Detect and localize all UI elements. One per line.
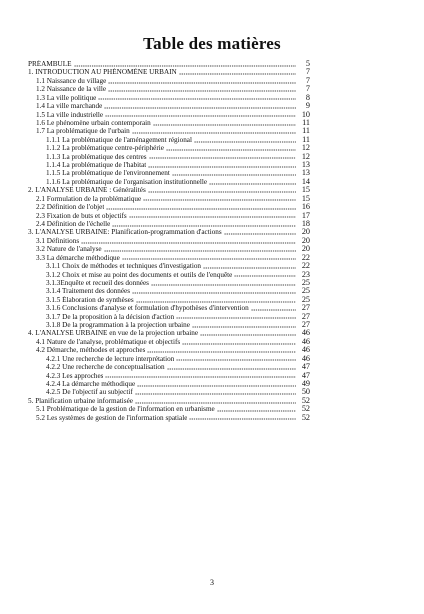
toc-entry-page: 16 bbox=[301, 202, 310, 212]
toc-entry-page: 22 bbox=[301, 252, 310, 262]
toc-entry-page: 27 bbox=[301, 311, 310, 321]
toc-entry bbox=[28, 304, 310, 312]
toc-entry-page: 20 bbox=[301, 244, 310, 254]
dot-leader bbox=[217, 410, 296, 412]
toc-entry-page: 47 bbox=[301, 370, 310, 380]
dot-leader bbox=[74, 65, 296, 67]
toc-entry-page: 20 bbox=[301, 227, 310, 237]
toc-entry bbox=[28, 228, 310, 236]
toc-entry-label: 4.2 Démarche, méthodes et approches bbox=[36, 346, 146, 355]
toc-entry-label: 3.1 Définitions bbox=[36, 236, 80, 245]
toc-entry bbox=[28, 346, 310, 354]
toc-entry bbox=[28, 271, 310, 279]
dot-leader bbox=[224, 233, 296, 235]
toc-entry-label: 3.1.2 Choix et mise au point des documents et outils de l'enquête bbox=[46, 270, 233, 279]
dot-leader bbox=[98, 98, 296, 100]
dot-leader bbox=[149, 157, 296, 159]
toc-entry-page: 46 bbox=[301, 345, 310, 355]
toc-entry bbox=[28, 330, 310, 338]
toc-entry-page: 47 bbox=[301, 362, 310, 372]
toc-entry bbox=[28, 388, 310, 396]
dot-leader bbox=[81, 242, 296, 244]
toc-entry-label: 1.1 Naissance du village bbox=[36, 76, 107, 85]
toc-entry bbox=[28, 355, 310, 363]
toc-entry-page: 12 bbox=[301, 143, 310, 153]
dot-leader bbox=[135, 393, 296, 395]
toc-entry bbox=[28, 161, 310, 169]
dot-leader bbox=[167, 368, 296, 370]
dot-leader bbox=[153, 124, 296, 126]
dot-leader bbox=[172, 174, 296, 176]
toc-entry-page: 27 bbox=[301, 303, 310, 313]
toc-entry-label: 2.2 Définition de l'objet bbox=[36, 203, 105, 212]
toc-entry-page: 46 bbox=[301, 328, 310, 338]
toc-entry-label: 1.6 Le phénomène urbain contemporain bbox=[36, 118, 151, 127]
toc-entry bbox=[28, 203, 310, 211]
toc-entry-label: 2.4 Définition de l'échelle bbox=[36, 220, 111, 228]
dot-leader bbox=[166, 149, 296, 151]
page-title: Table des matières bbox=[143, 34, 281, 53]
dot-leader bbox=[251, 309, 296, 311]
toc-entry-page: 12 bbox=[301, 151, 310, 161]
toc-entry bbox=[28, 153, 310, 161]
toc-entry-label: 1.1.4 La problématique de l'habitat bbox=[46, 161, 147, 170]
toc-entry-label: 4.1 Nature de l'analyse, problématique et objectifs bbox=[36, 337, 181, 346]
toc-entry-label: 2.3 Fixation de buts et objectifs bbox=[36, 211, 127, 220]
toc-entry-label: 3.1.7 De la proposition à la décision d'action bbox=[46, 312, 175, 321]
dot-leader bbox=[192, 326, 296, 328]
toc-entry bbox=[28, 414, 310, 422]
dot-leader bbox=[147, 351, 296, 353]
toc-entry-page: 20 bbox=[301, 235, 310, 245]
toc-entry-label: 1.1.1 La problématique de l'aménagement régional bbox=[46, 135, 192, 144]
toc-entry-page: 52 bbox=[301, 395, 310, 405]
toc-entry-label: 3.1.5 Élaboration de synthèses bbox=[46, 295, 134, 304]
toc-entry bbox=[28, 279, 310, 287]
dot-leader bbox=[104, 250, 296, 252]
toc-entry-label: 3.2 Nature de l'analyse bbox=[36, 245, 102, 254]
toc-entry bbox=[28, 136, 310, 144]
toc-entry-label: PRÉAMBULE bbox=[28, 59, 72, 68]
toc-entry-label: 1. INTRODUCTION AU PHÉNOMÈNE URBAIN bbox=[28, 68, 177, 77]
dot-leader bbox=[203, 267, 296, 269]
toc-entry bbox=[28, 68, 310, 76]
dot-leader bbox=[137, 385, 296, 387]
toc-entry-label: 1.5 La ville industrielle bbox=[36, 110, 104, 119]
toc-entry-page: 9 bbox=[305, 101, 310, 111]
page-number: 3 bbox=[210, 578, 214, 587]
toc-entry bbox=[28, 212, 310, 220]
dot-leader bbox=[179, 73, 296, 75]
toc-entry-page: 22 bbox=[301, 261, 310, 271]
toc-entry-page: 10 bbox=[301, 109, 310, 119]
toc-entry-page: 52 bbox=[301, 404, 310, 414]
toc-entry bbox=[28, 144, 310, 152]
toc-entry-label: 3.1.4 Traitement des données bbox=[46, 287, 131, 296]
toc-entry-label: 5.2 Les systèmes de gestion de l'information spatiale bbox=[36, 413, 188, 422]
dot-leader bbox=[135, 402, 296, 404]
toc-entry bbox=[28, 296, 310, 304]
toc-entry-label: 1.3 La ville politique bbox=[36, 93, 97, 102]
dot-leader bbox=[176, 359, 296, 361]
toc-entry-label: 4. L'ANALYSE URBAINE en vue de la projection urbaine bbox=[28, 329, 199, 338]
toc-entry-label: 1.1.6 La problématique de l'organisation institutionnelle bbox=[46, 177, 208, 186]
toc-entry-label: 3.1.3Enquête et recueil des données bbox=[46, 278, 149, 287]
toc-entry-page: 46 bbox=[301, 336, 310, 346]
dot-leader bbox=[108, 90, 296, 92]
toc-entry-page: 50 bbox=[301, 387, 310, 397]
toc-entry-label: 5.1 Problématique de la gestion de l'information en urbanisme bbox=[36, 405, 215, 414]
dot-leader bbox=[148, 166, 296, 168]
dot-leader bbox=[176, 317, 296, 319]
toc-entry-label: 2. L'ANALYSE URBAINE : Généralités bbox=[28, 186, 146, 195]
toc-entry bbox=[28, 397, 310, 405]
dot-leader bbox=[104, 107, 296, 109]
toc-entry-page: 13 bbox=[301, 168, 310, 178]
dot-leader bbox=[151, 284, 296, 286]
dot-leader bbox=[209, 183, 296, 185]
toc-entry-label: 1.7 La problématique de l'urbain bbox=[36, 127, 130, 136]
toc-entry-page: 7 bbox=[305, 67, 310, 77]
toc-entry bbox=[28, 111, 310, 119]
dot-leader bbox=[182, 343, 296, 345]
toc-entry bbox=[28, 178, 310, 186]
dot-leader bbox=[112, 225, 296, 227]
toc-entry-page: 15 bbox=[301, 185, 310, 195]
toc-entry-label: 2.1 Formulation de la problématique bbox=[36, 194, 142, 203]
toc-entry bbox=[28, 94, 310, 102]
dot-leader bbox=[148, 191, 296, 193]
toc-entry bbox=[28, 195, 310, 203]
dot-leader bbox=[105, 376, 296, 378]
toc-entry bbox=[28, 287, 310, 295]
toc-entry-page: 49 bbox=[301, 379, 310, 389]
toc-entry-page: 52 bbox=[301, 412, 310, 422]
toc-entry-page: 11 bbox=[302, 117, 310, 127]
toc-entry bbox=[28, 254, 310, 262]
toc-entry-label: 4.2.4 La démarche méthodique bbox=[46, 380, 136, 389]
toc-entry-page: 27 bbox=[301, 320, 310, 330]
dot-leader bbox=[129, 216, 296, 218]
toc-entry bbox=[28, 245, 310, 253]
toc-entry-page: 18 bbox=[301, 219, 310, 228]
toc-entry bbox=[28, 262, 310, 270]
toc-entry-page: 25 bbox=[301, 277, 310, 287]
toc-entry bbox=[28, 220, 310, 228]
toc-entry-page: 11 bbox=[302, 126, 310, 136]
dot-leader bbox=[194, 141, 296, 143]
toc-entry-page: 15 bbox=[301, 193, 310, 203]
dot-leader bbox=[200, 334, 296, 336]
toc-entry-page: 8 bbox=[305, 92, 310, 102]
toc-entry-label: 4.2.5 De l'objectif au subjectif bbox=[46, 388, 133, 397]
table-of-contents bbox=[28, 60, 310, 422]
toc-entry-label: 1.1.3 La problématique des centres bbox=[46, 152, 147, 161]
dot-leader bbox=[234, 275, 296, 277]
toc-entry-page: 5 bbox=[305, 58, 310, 68]
toc-entry-label: 1.1.2 La problématique centre-périphérie bbox=[46, 144, 164, 153]
toc-entry bbox=[28, 102, 310, 110]
toc-entry-label: 3. L'ANALYSE URBAINE: Planification-programmation d'actions bbox=[28, 228, 222, 237]
dot-leader bbox=[132, 132, 296, 134]
dot-leader bbox=[108, 82, 296, 84]
toc-entry bbox=[28, 363, 310, 371]
toc-entry-page: 46 bbox=[301, 353, 310, 363]
dot-leader bbox=[122, 258, 296, 260]
toc-entry bbox=[28, 119, 310, 127]
toc-entry bbox=[28, 127, 310, 135]
toc-entry-label: 3.1.8 De la programmation à la projection urbaine bbox=[46, 321, 190, 330]
toc-entry bbox=[28, 85, 310, 93]
toc-entry bbox=[28, 186, 310, 194]
toc-entry bbox=[28, 60, 310, 68]
toc-entry bbox=[28, 237, 310, 245]
toc-entry-page: 11 bbox=[302, 134, 310, 144]
dot-leader bbox=[105, 115, 296, 117]
toc-entry-page: 7 bbox=[305, 75, 310, 85]
toc-entry-page: 13 bbox=[301, 160, 310, 170]
toc-entry-label: 3.3 La démarche méthodique bbox=[36, 253, 120, 262]
toc-entry bbox=[28, 380, 310, 388]
toc-entry-label: 1.4 La ville marchande bbox=[36, 102, 103, 111]
toc-entry-label: 5. Planification urbaine informatisée bbox=[28, 396, 133, 405]
toc-entry-page: 7 bbox=[305, 84, 310, 94]
toc-entry bbox=[28, 77, 310, 85]
toc-entry-page: 17 bbox=[301, 210, 310, 220]
toc-entry-label: 4.2.1 Une recherche de lecture interprétation bbox=[46, 354, 175, 363]
toc-entry-label: 3.1.6 Conclusions d'analyse et formulation d'hypothèses d'intervention bbox=[46, 304, 249, 313]
toc-entry bbox=[28, 405, 310, 413]
dot-leader bbox=[132, 292, 296, 294]
toc-entry-label: 1.2 Naissance de la ville bbox=[36, 85, 107, 94]
toc-entry-label: 1.1.5 La problématique de l'environnement bbox=[46, 169, 170, 178]
toc-entry bbox=[28, 372, 310, 380]
toc-entry bbox=[28, 169, 310, 177]
dot-leader bbox=[106, 208, 296, 210]
dot-leader bbox=[136, 301, 296, 303]
toc-entry-page: 25 bbox=[301, 294, 310, 304]
toc-entry-page: 23 bbox=[301, 269, 310, 279]
toc-entry bbox=[28, 313, 310, 321]
toc-entry-label: 4.2.2 Une recherche de conceptualisation bbox=[46, 363, 165, 372]
toc-entry-label: 3.1.1 Choix de méthodes et techniques d'investigation bbox=[46, 262, 202, 271]
toc-entry-label: 4.2.3 Les approches bbox=[46, 371, 104, 380]
toc-entry-page: 14 bbox=[301, 176, 310, 186]
toc-entry-page: 25 bbox=[301, 286, 310, 296]
toc-entry bbox=[28, 338, 310, 346]
dot-leader bbox=[143, 199, 296, 201]
toc-entry bbox=[28, 321, 310, 329]
dot-leader bbox=[189, 418, 296, 420]
